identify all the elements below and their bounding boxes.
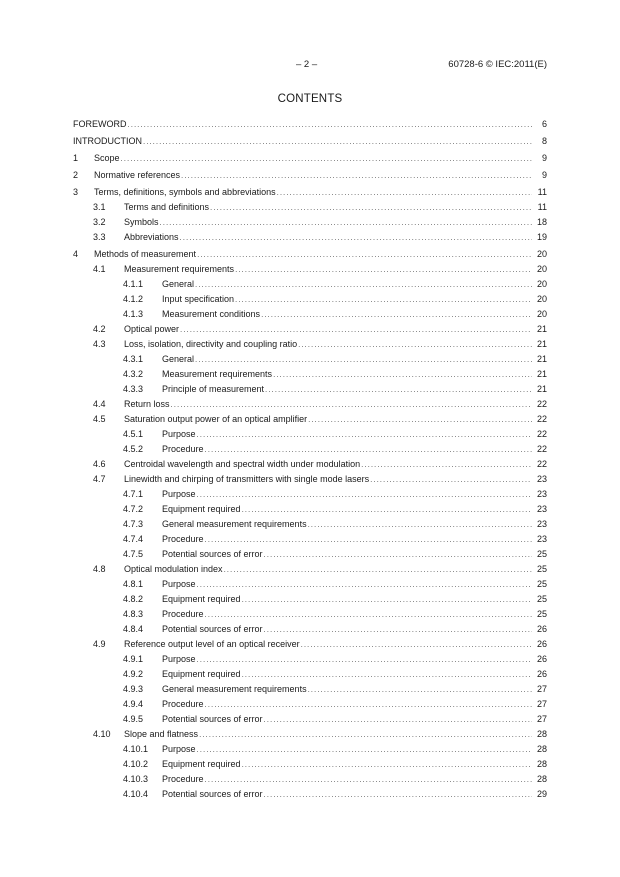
page-title: CONTENTS [277, 93, 343, 105]
toc-entry-page: 9 [541, 170, 547, 180]
toc-entry-page: 11 [537, 187, 547, 197]
toc-dot-leader [235, 264, 532, 275]
toc-entry-page: 20 [536, 264, 547, 274]
toc-entry-title: Principle of measurement [162, 384, 265, 394]
toc-entry-number: 4.5.1 [123, 429, 144, 439]
toc-entry-page: 28 [536, 744, 547, 754]
toc-entry-number: 4.9.1 [123, 654, 144, 664]
toc-entry-page: 18 [536, 217, 547, 227]
toc-entry-title: Saturation output power of an optical amplifier [124, 414, 308, 424]
toc-entry-title: Measurement conditions [162, 309, 261, 319]
toc-dot-leader [197, 654, 532, 665]
toc-entry-title: Optical power [124, 324, 180, 334]
toc-dot-leader [370, 474, 532, 485]
toc-entry-number: 4.1 [93, 264, 106, 274]
toc-entry[interactable] [73, 729, 547, 744]
toc-entry-page: 22 [536, 414, 547, 424]
toc-entry-page: 28 [536, 729, 547, 739]
toc-dot-leader [308, 684, 532, 695]
toc-dot-leader [264, 789, 532, 800]
toc-entry-number: 4.10.3 [123, 774, 149, 784]
toc-entry[interactable] [73, 414, 547, 429]
toc-entry-number: 4.9 [93, 639, 106, 649]
toc-entry-title: Procedure [162, 699, 204, 709]
toc-dot-leader [242, 504, 532, 515]
toc-entry-page: 26 [536, 654, 547, 664]
toc-entry-page: 28 [536, 774, 547, 784]
toc-entry[interactable] [73, 549, 547, 564]
toc-entry-number: 4.7.5 [123, 549, 144, 559]
toc-entry[interactable] [73, 324, 547, 339]
toc-entry[interactable] [73, 699, 547, 714]
toc-entry-page: 25 [536, 564, 547, 574]
toc-entry[interactable] [73, 153, 547, 168]
toc-entry-number: 4.7.2 [123, 504, 144, 514]
toc-entry[interactable] [73, 354, 547, 369]
toc-entry[interactable] [73, 504, 547, 519]
toc-entry-title: FOREWORD [73, 119, 127, 129]
toc-dot-leader [205, 534, 532, 545]
toc-entry-number: 4.3.3 [123, 384, 144, 394]
toc-entry-page: 25 [536, 549, 547, 559]
toc-dot-leader [171, 399, 532, 410]
toc-entry-title: Potential sources of error [162, 714, 263, 724]
toc-entry-title: Purpose [162, 654, 196, 664]
toc-dot-leader [308, 414, 532, 425]
toc-entry-title: Procedure [162, 774, 204, 784]
toc-dot-leader [195, 279, 532, 290]
toc-entry[interactable] [73, 624, 547, 639]
toc-dot-leader [235, 294, 532, 305]
toc-entry-page: 22 [536, 459, 547, 469]
toc-entry-title: General [162, 279, 195, 289]
toc-entry[interactable] [73, 459, 547, 474]
toc-entry-number: 4.8.2 [123, 594, 144, 604]
toc-entry-number: 4.5 [93, 414, 106, 424]
toc-dot-leader [298, 339, 532, 350]
toc-dot-leader [301, 639, 532, 650]
toc-entry-page: 21 [536, 339, 547, 349]
toc-entry-number: 4.10.2 [123, 759, 149, 769]
toc-entry-title: Methods of measurement [94, 249, 197, 259]
toc-dot-leader [121, 153, 532, 164]
toc-entry-title: Normative references [94, 170, 181, 180]
toc-entry-page: 20 [536, 309, 547, 319]
toc-entry[interactable] [73, 654, 547, 669]
toc-entry-title: Equipment required [162, 504, 241, 514]
toc-entry-number: 3.2 [93, 217, 106, 227]
toc-entry-title: Procedure [162, 444, 204, 454]
toc-entry-page: 20 [536, 279, 547, 289]
toc-entry-number: 4.8.1 [123, 579, 144, 589]
toc-entry-number: 3 [73, 187, 79, 197]
toc-entry-number: 4.7 [93, 474, 106, 484]
toc-entry-page: 21 [536, 384, 547, 394]
toc-entry-page: 22 [536, 399, 547, 409]
toc-entry[interactable] [73, 249, 547, 264]
toc-entry[interactable] [73, 639, 547, 654]
toc-entry-title: Purpose [162, 744, 196, 754]
toc-entry-page: 11 [537, 202, 547, 212]
toc-entry-title: Input specification [162, 294, 235, 304]
toc-dot-leader [181, 170, 532, 181]
toc-entry-title: Measurement requirements [162, 369, 273, 379]
toc-entry-page: 27 [536, 684, 547, 694]
toc-dot-leader [195, 354, 532, 365]
toc-entry[interactable] [73, 339, 547, 354]
toc-entry-number: 4.9.2 [123, 669, 144, 679]
toc-entry-page: 19 [536, 232, 547, 242]
toc-entry[interactable] [73, 187, 547, 202]
toc-entry-number: 4 [73, 249, 79, 259]
toc-entry-title: Linewidth and chirping of transmitters with single mode lasers [124, 474, 370, 484]
toc-entry-number: 4.8.4 [123, 624, 144, 634]
toc-entry-title: Loss, isolation, directivity and coupling ratio [124, 339, 298, 349]
toc-dot-leader [205, 774, 532, 785]
toc-entry[interactable] [73, 444, 547, 459]
toc-entry-page: 23 [536, 489, 547, 499]
toc-entry-page: 22 [536, 444, 547, 454]
toc-entry-number: 4.9.3 [123, 684, 144, 694]
toc-entry-page: 20 [536, 249, 547, 259]
toc-entry-title: Return loss [124, 399, 170, 409]
toc-dot-leader [210, 202, 532, 213]
toc-entry-page: 6 [541, 119, 547, 129]
toc-entry-number: 4.5.2 [123, 444, 144, 454]
toc-entry-title: Purpose [162, 489, 196, 499]
toc-entry-page: 28 [536, 759, 547, 769]
toc-entry[interactable] [73, 279, 547, 294]
toc-dot-leader [242, 594, 532, 605]
toc-entry-title: Equipment required [162, 594, 241, 604]
toc-entry-number: 4.8 [93, 564, 106, 574]
toc-entry-page: 23 [536, 474, 547, 484]
toc-entry-page: 29 [536, 789, 547, 799]
toc-entry-number: 4.8.3 [123, 609, 144, 619]
toc-entry-title: General measurement requirements [162, 684, 307, 694]
toc-dot-leader [224, 564, 532, 575]
toc-dot-leader [265, 384, 532, 395]
standard-reference: 60728-6 © IEC:2011(E) [448, 59, 547, 70]
toc-entry-title: Symbols [124, 217, 159, 227]
toc-entry-number: 3.1 [93, 202, 106, 212]
toc-entry-page: 21 [536, 354, 547, 364]
toc-entry-number: 4.4 [93, 399, 106, 409]
toc-dot-leader [160, 217, 532, 228]
toc-entry[interactable] [73, 594, 547, 609]
toc-dot-leader [205, 609, 532, 620]
toc-entry-title: Abbreviations [124, 232, 179, 242]
toc-dot-leader [205, 699, 532, 710]
toc-entry-title: Measurement requirements [124, 264, 235, 274]
toc-entry-number: 4.10 [93, 729, 111, 739]
toc-entry-title: Centroidal wavelength and spectral width under modulation [124, 459, 361, 469]
toc-entry-page: 26 [536, 624, 547, 634]
toc-entry-number: 4.1.2 [123, 294, 144, 304]
toc-entry[interactable] [73, 489, 547, 504]
toc-entry-page: 26 [536, 639, 547, 649]
toc-entry[interactable] [73, 519, 547, 534]
toc-entry[interactable] [73, 136, 547, 151]
toc-entry-page: 21 [536, 324, 547, 334]
toc-entry-number: 4.3 [93, 339, 106, 349]
toc-entry-title: Purpose [162, 429, 196, 439]
toc-entry-page: 23 [536, 504, 547, 514]
toc-entry[interactable] [73, 609, 547, 624]
toc-entry[interactable] [73, 429, 547, 444]
toc-entry[interactable] [73, 264, 547, 279]
toc-entry-page: 27 [536, 714, 547, 724]
toc-dot-leader [199, 729, 532, 740]
toc-entry-number: 4.7.1 [123, 489, 144, 499]
toc-entry-page: 23 [536, 534, 547, 544]
toc-entry[interactable] [73, 309, 547, 324]
toc-entry-number: 3.3 [93, 232, 106, 242]
toc-entry-title: Scope [94, 153, 120, 163]
toc-entry[interactable] [73, 759, 547, 774]
toc-dot-leader [277, 187, 532, 198]
toc-entry[interactable] [73, 384, 547, 399]
toc-entry[interactable] [73, 579, 547, 594]
toc-entry[interactable] [73, 669, 547, 684]
toc-entry[interactable] [73, 369, 547, 384]
toc-entry-title: General [162, 354, 195, 364]
toc-dot-leader [261, 309, 532, 320]
page-header [0, 59, 620, 73]
toc-dot-leader [180, 232, 532, 243]
toc-entry-title: Potential sources of error [162, 624, 263, 634]
toc-entry[interactable] [73, 399, 547, 414]
toc-entry-page: 23 [536, 519, 547, 529]
toc-entry[interactable] [73, 474, 547, 489]
toc-entry-page: 20 [536, 294, 547, 304]
toc-entry-number: 4.1.1 [123, 279, 144, 289]
toc-dot-leader [180, 324, 532, 335]
toc-dot-leader [264, 624, 532, 635]
toc-dot-leader [205, 444, 532, 455]
toc-entry-page: 22 [536, 429, 547, 439]
toc-dot-leader [242, 759, 532, 770]
toc-entry-title: Optical modulation index [124, 564, 223, 574]
toc-entry[interactable] [73, 217, 547, 232]
toc-entry[interactable] [73, 774, 547, 789]
toc-entry[interactable] [73, 684, 547, 699]
toc-entry-number: 4.10.4 [123, 789, 149, 799]
toc-dot-leader [361, 459, 532, 470]
toc-entry-title: Potential sources of error [162, 789, 263, 799]
toc-dot-leader [308, 519, 532, 530]
toc-entry-title: Equipment required [162, 759, 241, 769]
toc-entry-number: 4.2 [93, 324, 106, 334]
toc-entry-title: Terms and definitions [124, 202, 210, 212]
toc-entry-number: 4.6 [93, 459, 106, 469]
toc-entry[interactable] [73, 744, 547, 759]
toc-entry[interactable] [73, 564, 547, 579]
toc-entry-number: 4.9.5 [123, 714, 144, 724]
toc-entry-number: 2 [73, 170, 79, 180]
toc-entry-title: Reference output level of an optical receiver [124, 639, 300, 649]
toc-dot-leader [264, 549, 532, 560]
toc-entry-number: 4.1.3 [123, 309, 144, 319]
toc-entry-number: 4.7.3 [123, 519, 144, 529]
toc-entry-page: 21 [536, 369, 547, 379]
page-number: – 2 – [296, 59, 318, 70]
toc-entry-title: Purpose [162, 579, 196, 589]
toc-entry-title: Potential sources of error [162, 549, 263, 559]
toc-entry-page: 8 [541, 136, 547, 146]
toc-entry-title: Equipment required [162, 669, 241, 679]
toc-entry-page: 9 [541, 153, 547, 163]
toc-entry-title: Procedure [162, 609, 204, 619]
toc-entry-number: 4.3.2 [123, 369, 144, 379]
toc-dot-leader [273, 369, 532, 380]
toc-entry-title: Procedure [162, 534, 204, 544]
toc-dot-leader [242, 669, 532, 680]
toc-entry-page: 27 [536, 699, 547, 709]
toc-dot-leader [197, 579, 532, 590]
toc-entry-number: 4.9.4 [123, 699, 144, 709]
toc-entry[interactable] [73, 714, 547, 729]
toc-entry[interactable] [73, 789, 547, 804]
toc-entry-page: 25 [536, 594, 547, 604]
table-of-contents [73, 119, 547, 804]
toc-entry[interactable] [73, 232, 547, 247]
toc-dot-leader [197, 489, 532, 500]
toc-entry-page: 25 [536, 579, 547, 589]
toc-dot-leader [197, 249, 532, 260]
toc-dot-leader [128, 119, 533, 130]
toc-entry[interactable] [73, 202, 547, 217]
toc-entry-number: 4.10.1 [123, 744, 149, 754]
toc-entry-number: 4.3.1 [123, 354, 144, 364]
toc-entry-title: General measurement requirements [162, 519, 307, 529]
toc-dot-leader [264, 714, 532, 725]
toc-entry-number: 4.7.4 [123, 534, 144, 544]
toc-entry-page: 25 [536, 609, 547, 619]
toc-entry-title: Terms, definitions, symbols and abbreviations [94, 187, 276, 197]
toc-entry[interactable] [73, 119, 547, 134]
toc-entry-title: INTRODUCTION [73, 136, 142, 146]
toc-dot-leader [143, 136, 532, 147]
toc-dot-leader [197, 429, 532, 440]
toc-entry[interactable] [73, 294, 547, 309]
toc-entry[interactable] [73, 534, 547, 549]
toc-entry-page: 26 [536, 669, 547, 679]
toc-dot-leader [197, 744, 532, 755]
toc-entry-number: 1 [73, 153, 79, 163]
toc-entry-title: Slope and flatness [124, 729, 199, 739]
toc-entry[interactable] [73, 170, 547, 185]
